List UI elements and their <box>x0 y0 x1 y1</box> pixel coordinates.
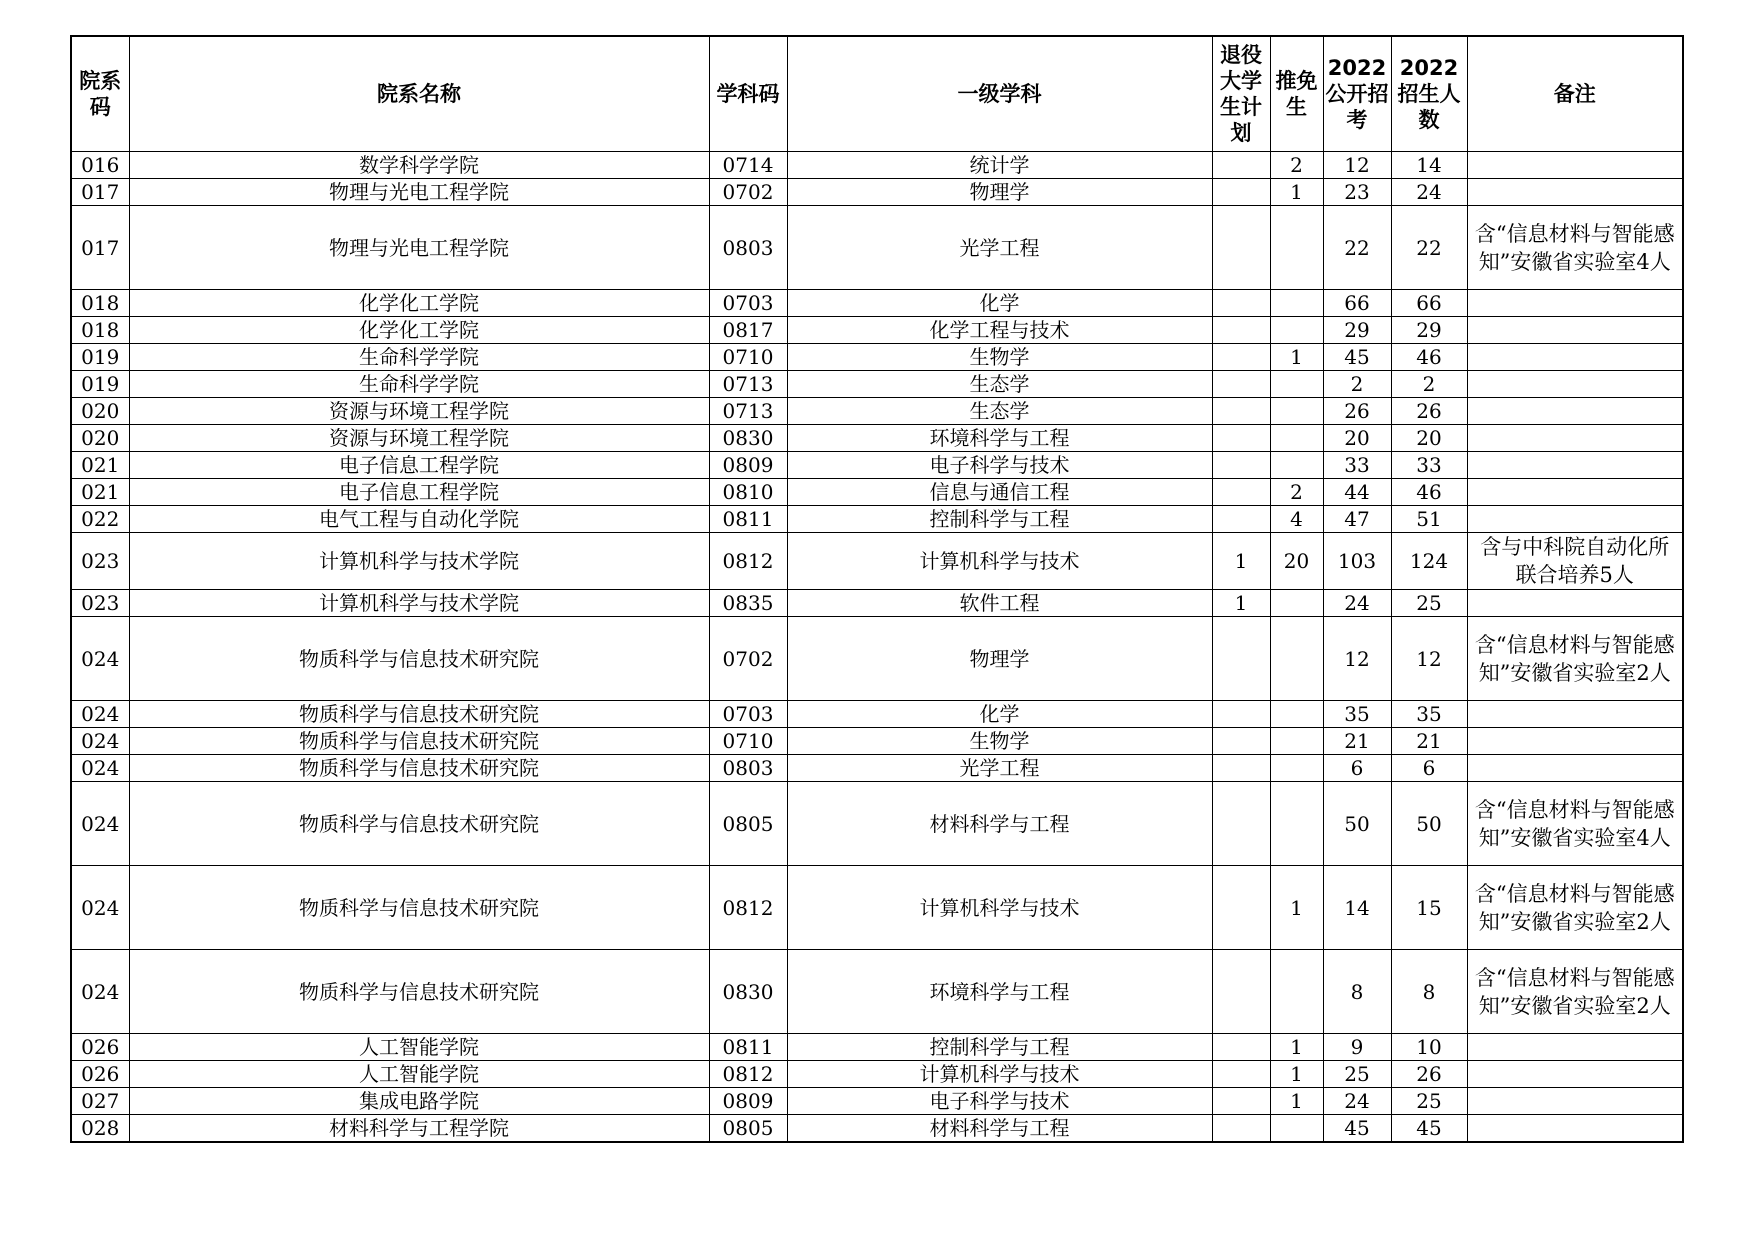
cell-subject: 统计学 <box>787 152 1212 179</box>
cell-subject-code: 0817 <box>709 317 787 344</box>
cell-dept-code: 024 <box>71 728 129 755</box>
cell-open-exam: 14 <box>1323 866 1391 950</box>
cell-dept-code: 024 <box>71 617 129 701</box>
cell-recommended: 1 <box>1270 1061 1323 1088</box>
cell-total: 26 <box>1391 1061 1467 1088</box>
cell-subject: 计算机科学与技术 <box>787 533 1212 590</box>
cell-recommended <box>1270 755 1323 782</box>
cell-subject: 信息与通信工程 <box>787 479 1212 506</box>
cell-note <box>1467 152 1683 179</box>
cell-dept-name: 材料科学与工程学院 <box>129 1115 709 1143</box>
cell-open-exam: 25 <box>1323 1061 1391 1088</box>
cell-recommended <box>1270 371 1323 398</box>
cell-subject: 化学工程与技术 <box>787 317 1212 344</box>
cell-open-exam: 23 <box>1323 179 1391 206</box>
cell-dept-name: 物质科学与信息技术研究院 <box>129 701 709 728</box>
cell-veteran-plan <box>1212 1061 1270 1088</box>
cell-veteran-plan <box>1212 317 1270 344</box>
cell-total: 26 <box>1391 398 1467 425</box>
cell-subject-code: 0702 <box>709 617 787 701</box>
cell-dept-code: 023 <box>71 590 129 617</box>
table-row <box>71 152 1683 179</box>
cell-subject-code: 0830 <box>709 950 787 1034</box>
cell-open-exam: 6 <box>1323 755 1391 782</box>
cell-veteran-plan <box>1212 398 1270 425</box>
cell-dept-name: 电子信息工程学院 <box>129 479 709 506</box>
cell-note: 含“信息材料与智能感知”安徽省实验室4人 <box>1467 782 1683 866</box>
table-row <box>71 701 1683 728</box>
cell-recommended: 1 <box>1270 179 1323 206</box>
cell-dept-name: 资源与环境工程学院 <box>129 398 709 425</box>
cell-subject-code: 0810 <box>709 479 787 506</box>
table-row <box>71 206 1683 290</box>
cell-dept-code: 026 <box>71 1061 129 1088</box>
cell-note <box>1467 398 1683 425</box>
cell-dept-code: 022 <box>71 506 129 533</box>
cell-dept-code: 028 <box>71 1115 129 1143</box>
table-row <box>71 728 1683 755</box>
cell-dept-name: 物质科学与信息技术研究院 <box>129 950 709 1034</box>
cell-total: 15 <box>1391 866 1467 950</box>
cell-open-exam: 24 <box>1323 1088 1391 1115</box>
cell-recommended: 2 <box>1270 479 1323 506</box>
cell-recommended <box>1270 290 1323 317</box>
cell-subject-code: 0812 <box>709 533 787 590</box>
header-veteran-plan: 退役大学生计划 <box>1212 36 1270 152</box>
cell-note <box>1467 371 1683 398</box>
cell-open-exam: 103 <box>1323 533 1391 590</box>
cell-subject-code: 0713 <box>709 398 787 425</box>
cell-subject: 化学 <box>787 701 1212 728</box>
cell-recommended <box>1270 317 1323 344</box>
cell-total: 6 <box>1391 755 1467 782</box>
cell-note <box>1467 344 1683 371</box>
cell-open-exam: 22 <box>1323 206 1391 290</box>
cell-subject: 生物学 <box>787 344 1212 371</box>
cell-veteran-plan <box>1212 344 1270 371</box>
table-row <box>71 506 1683 533</box>
table-row <box>71 533 1683 590</box>
cell-open-exam: 20 <box>1323 425 1391 452</box>
cell-veteran-plan: 1 <box>1212 533 1270 590</box>
table-row <box>71 179 1683 206</box>
table-row <box>71 590 1683 617</box>
cell-veteran-plan <box>1212 290 1270 317</box>
cell-note: 含与中科院自动化所联合培养5人 <box>1467 533 1683 590</box>
cell-dept-name: 物质科学与信息技术研究院 <box>129 728 709 755</box>
cell-note <box>1467 701 1683 728</box>
cell-subject: 计算机科学与技术 <box>787 1061 1212 1088</box>
cell-open-exam: 8 <box>1323 950 1391 1034</box>
cell-veteran-plan <box>1212 152 1270 179</box>
cell-total: 21 <box>1391 728 1467 755</box>
cell-subject-code: 0710 <box>709 344 787 371</box>
cell-open-exam: 2 <box>1323 371 1391 398</box>
cell-total: 35 <box>1391 701 1467 728</box>
cell-dept-code: 026 <box>71 1034 129 1061</box>
cell-veteran-plan <box>1212 950 1270 1034</box>
table-row <box>71 950 1683 1034</box>
table-body <box>71 152 1683 1143</box>
cell-total: 20 <box>1391 425 1467 452</box>
cell-recommended <box>1270 701 1323 728</box>
cell-veteran-plan <box>1212 452 1270 479</box>
cell-dept-code: 024 <box>71 866 129 950</box>
cell-open-exam: 12 <box>1323 617 1391 701</box>
cell-subject: 光学工程 <box>787 206 1212 290</box>
cell-total: 33 <box>1391 452 1467 479</box>
cell-note <box>1467 1061 1683 1088</box>
cell-recommended <box>1270 950 1323 1034</box>
cell-dept-name: 物质科学与信息技术研究院 <box>129 866 709 950</box>
cell-dept-code: 017 <box>71 179 129 206</box>
cell-total: 46 <box>1391 344 1467 371</box>
cell-subject: 物理学 <box>787 617 1212 701</box>
table-row <box>71 398 1683 425</box>
cell-dept-name: 人工智能学院 <box>129 1034 709 1061</box>
cell-veteran-plan <box>1212 1088 1270 1115</box>
enrollment-table <box>70 35 1684 1143</box>
cell-dept-name: 物理与光电工程学院 <box>129 179 709 206</box>
cell-subject: 生物学 <box>787 728 1212 755</box>
cell-recommended <box>1270 1115 1323 1143</box>
cell-veteran-plan <box>1212 782 1270 866</box>
cell-total: 124 <box>1391 533 1467 590</box>
cell-note <box>1467 452 1683 479</box>
table-row <box>71 425 1683 452</box>
cell-dept-name: 物质科学与信息技术研究院 <box>129 617 709 701</box>
cell-veteran-plan: 1 <box>1212 590 1270 617</box>
cell-subject-code: 0713 <box>709 371 787 398</box>
cell-subject: 软件工程 <box>787 590 1212 617</box>
cell-open-exam: 26 <box>1323 398 1391 425</box>
cell-dept-code: 017 <box>71 206 129 290</box>
header-row <box>71 36 1683 152</box>
cell-note <box>1467 290 1683 317</box>
cell-subject-code: 0809 <box>709 452 787 479</box>
cell-recommended: 1 <box>1270 344 1323 371</box>
cell-dept-name: 物质科学与信息技术研究院 <box>129 755 709 782</box>
cell-note <box>1467 1034 1683 1061</box>
cell-total: 14 <box>1391 152 1467 179</box>
cell-open-exam: 24 <box>1323 590 1391 617</box>
cell-open-exam: 66 <box>1323 290 1391 317</box>
cell-dept-name: 资源与环境工程学院 <box>129 425 709 452</box>
cell-total: 50 <box>1391 782 1467 866</box>
cell-recommended <box>1270 398 1323 425</box>
cell-dept-code: 024 <box>71 701 129 728</box>
cell-dept-name: 物质科学与信息技术研究院 <box>129 782 709 866</box>
table-row <box>71 782 1683 866</box>
cell-recommended <box>1270 452 1323 479</box>
table-row <box>71 617 1683 701</box>
table-row <box>71 755 1683 782</box>
cell-veteran-plan <box>1212 755 1270 782</box>
cell-subject-code: 0812 <box>709 866 787 950</box>
cell-recommended <box>1270 728 1323 755</box>
cell-subject-code: 0809 <box>709 1088 787 1115</box>
cell-veteran-plan <box>1212 506 1270 533</box>
cell-subject: 控制科学与工程 <box>787 1034 1212 1061</box>
cell-note <box>1467 1088 1683 1115</box>
cell-subject: 电子科学与技术 <box>787 452 1212 479</box>
cell-total: 10 <box>1391 1034 1467 1061</box>
cell-dept-name: 计算机科学与技术学院 <box>129 533 709 590</box>
cell-dept-name: 计算机科学与技术学院 <box>129 590 709 617</box>
cell-note <box>1467 425 1683 452</box>
cell-dept-code: 018 <box>71 317 129 344</box>
cell-total: 22 <box>1391 206 1467 290</box>
table-row <box>71 317 1683 344</box>
cell-note: 含“信息材料与智能感知”安徽省实验室4人 <box>1467 206 1683 290</box>
cell-recommended: 1 <box>1270 866 1323 950</box>
cell-open-exam: 33 <box>1323 452 1391 479</box>
cell-subject-code: 0803 <box>709 755 787 782</box>
cell-subject-code: 0805 <box>709 1115 787 1143</box>
cell-veteran-plan <box>1212 1034 1270 1061</box>
cell-total: 24 <box>1391 179 1467 206</box>
cell-subject: 控制科学与工程 <box>787 506 1212 533</box>
header-recommended: 推免生 <box>1270 36 1323 152</box>
table-row <box>71 1061 1683 1088</box>
cell-subject: 光学工程 <box>787 755 1212 782</box>
table-header <box>71 36 1683 152</box>
cell-veteran-plan <box>1212 371 1270 398</box>
cell-open-exam: 45 <box>1323 344 1391 371</box>
header-dept-code: 院系码 <box>71 36 129 152</box>
cell-recommended: 2 <box>1270 152 1323 179</box>
cell-subject-code: 0702 <box>709 179 787 206</box>
cell-subject-code: 0811 <box>709 1034 787 1061</box>
cell-open-exam: 44 <box>1323 479 1391 506</box>
cell-open-exam: 35 <box>1323 701 1391 728</box>
cell-subject: 材料科学与工程 <box>787 1115 1212 1143</box>
cell-dept-name: 物理与光电工程学院 <box>129 206 709 290</box>
cell-veteran-plan <box>1212 728 1270 755</box>
cell-subject: 材料科学与工程 <box>787 782 1212 866</box>
cell-note <box>1467 479 1683 506</box>
cell-note <box>1467 317 1683 344</box>
cell-subject-code: 0830 <box>709 425 787 452</box>
header-subject-code: 学科码 <box>709 36 787 152</box>
header-subject: 一级学科 <box>787 36 1212 152</box>
cell-recommended <box>1270 590 1323 617</box>
cell-subject: 计算机科学与技术 <box>787 866 1212 950</box>
cell-note: 含“信息材料与智能感知”安徽省实验室2人 <box>1467 950 1683 1034</box>
cell-dept-code: 024 <box>71 782 129 866</box>
cell-veteran-plan <box>1212 179 1270 206</box>
cell-veteran-plan <box>1212 617 1270 701</box>
cell-veteran-plan <box>1212 479 1270 506</box>
cell-note: 含“信息材料与智能感知”安徽省实验室2人 <box>1467 617 1683 701</box>
cell-note: 含“信息材料与智能感知”安徽省实验室2人 <box>1467 866 1683 950</box>
cell-total: 66 <box>1391 290 1467 317</box>
cell-subject: 物理学 <box>787 179 1212 206</box>
cell-dept-name: 生命科学学院 <box>129 344 709 371</box>
cell-note <box>1467 179 1683 206</box>
table-row <box>71 452 1683 479</box>
cell-open-exam: 47 <box>1323 506 1391 533</box>
cell-veteran-plan <box>1212 1115 1270 1143</box>
cell-recommended <box>1270 206 1323 290</box>
cell-dept-name: 集成电路学院 <box>129 1088 709 1115</box>
cell-dept-code: 024 <box>71 950 129 1034</box>
table-row <box>71 866 1683 950</box>
cell-veteran-plan <box>1212 701 1270 728</box>
cell-open-exam: 21 <box>1323 728 1391 755</box>
cell-total: 8 <box>1391 950 1467 1034</box>
cell-subject-code: 0703 <box>709 701 787 728</box>
cell-recommended: 20 <box>1270 533 1323 590</box>
table-row <box>71 479 1683 506</box>
cell-subject: 电子科学与技术 <box>787 1088 1212 1115</box>
cell-dept-name: 电子信息工程学院 <box>129 452 709 479</box>
cell-total: 45 <box>1391 1115 1467 1143</box>
table-row <box>71 1034 1683 1061</box>
cell-note <box>1467 590 1683 617</box>
cell-note <box>1467 1115 1683 1143</box>
cell-dept-name: 人工智能学院 <box>129 1061 709 1088</box>
cell-dept-code: 016 <box>71 152 129 179</box>
cell-dept-name: 化学化工学院 <box>129 317 709 344</box>
cell-dept-code: 019 <box>71 371 129 398</box>
table-row <box>71 1115 1683 1143</box>
table-row <box>71 344 1683 371</box>
header-open-exam: 2022公开招考 <box>1323 36 1391 152</box>
table-row <box>71 290 1683 317</box>
cell-total: 51 <box>1391 506 1467 533</box>
cell-total: 2 <box>1391 371 1467 398</box>
cell-dept-code: 020 <box>71 425 129 452</box>
table-row <box>71 1088 1683 1115</box>
cell-dept-code: 019 <box>71 344 129 371</box>
cell-subject: 环境科学与工程 <box>787 950 1212 1034</box>
cell-subject-code: 0835 <box>709 590 787 617</box>
cell-subject-code: 0805 <box>709 782 787 866</box>
cell-recommended <box>1270 782 1323 866</box>
cell-dept-name: 电气工程与自动化学院 <box>129 506 709 533</box>
header-total: 2022招生人数 <box>1391 36 1467 152</box>
cell-subject: 生态学 <box>787 398 1212 425</box>
cell-total: 29 <box>1391 317 1467 344</box>
cell-dept-code: 018 <box>71 290 129 317</box>
table-row <box>71 371 1683 398</box>
cell-veteran-plan <box>1212 866 1270 950</box>
cell-dept-code: 021 <box>71 479 129 506</box>
cell-subject: 环境科学与工程 <box>787 425 1212 452</box>
cell-open-exam: 12 <box>1323 152 1391 179</box>
cell-note <box>1467 728 1683 755</box>
cell-subject-code: 0710 <box>709 728 787 755</box>
cell-dept-code: 024 <box>71 755 129 782</box>
cell-dept-code: 020 <box>71 398 129 425</box>
cell-recommended <box>1270 617 1323 701</box>
header-dept-name: 院系名称 <box>129 36 709 152</box>
cell-subject-code: 0703 <box>709 290 787 317</box>
header-note: 备注 <box>1467 36 1683 152</box>
cell-subject-code: 0714 <box>709 152 787 179</box>
cell-subject-code: 0803 <box>709 206 787 290</box>
cell-subject-code: 0811 <box>709 506 787 533</box>
cell-dept-name: 数学科学学院 <box>129 152 709 179</box>
cell-recommended <box>1270 425 1323 452</box>
cell-dept-code: 021 <box>71 452 129 479</box>
cell-subject-code: 0812 <box>709 1061 787 1088</box>
cell-note <box>1467 506 1683 533</box>
cell-veteran-plan <box>1212 206 1270 290</box>
cell-total: 12 <box>1391 617 1467 701</box>
cell-subject: 生态学 <box>787 371 1212 398</box>
cell-recommended: 1 <box>1270 1034 1323 1061</box>
cell-open-exam: 50 <box>1323 782 1391 866</box>
cell-recommended: 4 <box>1270 506 1323 533</box>
cell-dept-code: 023 <box>71 533 129 590</box>
cell-total: 25 <box>1391 590 1467 617</box>
cell-open-exam: 9 <box>1323 1034 1391 1061</box>
cell-open-exam: 29 <box>1323 317 1391 344</box>
cell-note <box>1467 755 1683 782</box>
cell-dept-name: 生命科学学院 <box>129 371 709 398</box>
cell-recommended: 1 <box>1270 1088 1323 1115</box>
cell-total: 25 <box>1391 1088 1467 1115</box>
cell-veteran-plan <box>1212 425 1270 452</box>
cell-subject: 化学 <box>787 290 1212 317</box>
cell-total: 46 <box>1391 479 1467 506</box>
cell-dept-name: 化学化工学院 <box>129 290 709 317</box>
cell-open-exam: 45 <box>1323 1115 1391 1143</box>
cell-dept-code: 027 <box>71 1088 129 1115</box>
